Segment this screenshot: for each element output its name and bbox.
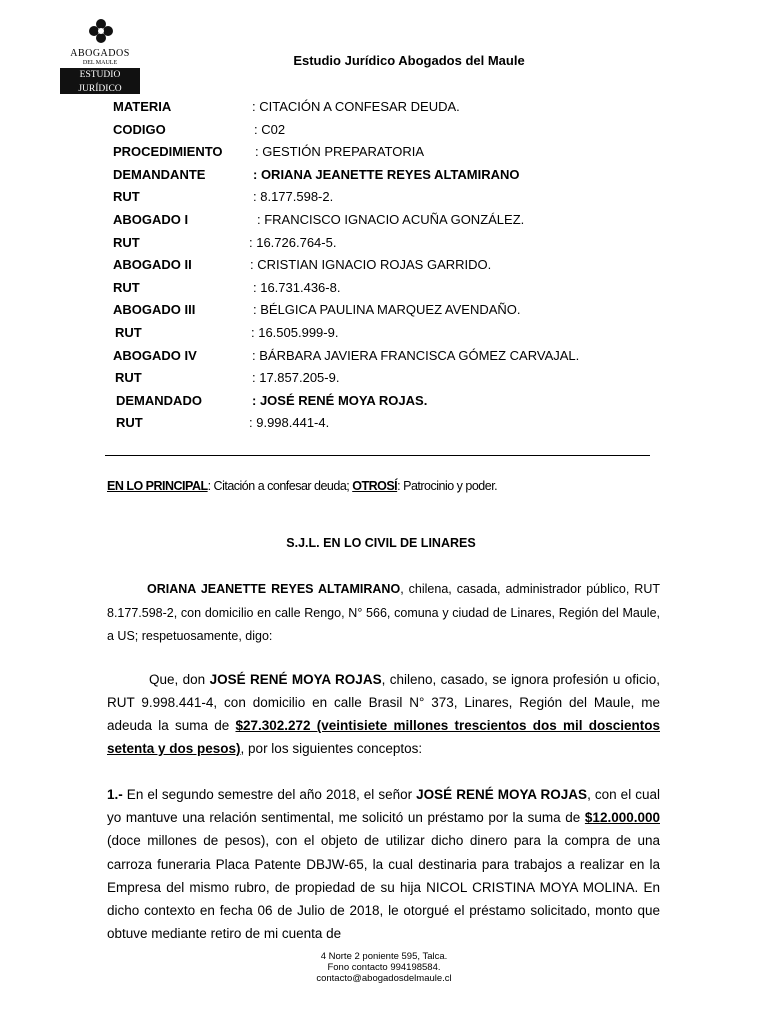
court-heading: S.J.L. EN LO CIVIL DE LINARES [286,536,476,550]
paragraph-debtor [107,668,660,760]
meta-value: : BÁRBARA JAVIERA FRANCISCA GÓMEZ CARVAJAL. [252,347,580,363]
debtor-intro: Que, don [149,672,210,687]
plaintiff-details: , chilena, casada, administrador público, RUT 8.177.598-2, con domicilio en calle Rengo, N° 566, comuna y ciudad de Linares, Región del Maule, a US; respetuosamente, digo: [107,582,660,643]
debtor-details: , chileno, casado, se ignora profesión u oficio, RUT 9.998.441-4, con domicilio en calle Brasil N° 373, Linares, Región del Maule, me adeuda la suma de [107,672,660,733]
meta-key: RUT [115,324,142,340]
meta-value: : GESTIÓN PREPARATORIA [255,144,425,160]
logo-name: ABOGADOS [70,48,130,59]
otrosi-text: : Patrocinio y poder. [397,479,498,493]
meta-key: RUT [113,189,140,205]
meta-key: ABOGADO IV [113,347,197,363]
meta-key: DEMANDADO [116,392,202,408]
logo-band-text: ESTUDIO JURÍDICO [78,70,122,94]
meta-key: RUT [113,234,140,250]
meta-value: : JOSÉ RENÉ MOYA ROJAS. [252,392,428,408]
logo-ampersand: & [95,95,105,107]
loan-amount: $12.000.000 [584,810,660,826]
meta-key: CODIGO [113,121,166,137]
concept-text-a: En el segundo semestre del año 2018, el señor [122,787,417,802]
paragraph-concept-1 [107,783,660,945]
concept-text-c: (doce millones de pesos), con el objeto de utilizar dicho dinero para la compra de una carroza funeraria Placa Patente DBJW-65, la cual destinaria para trabajos a realizar en la Empresa del mismo rubro, de propiedad de su hija NICOL CRISTINA MOYA MOLINA. En dicho contexto en fecha 06 de Julio de 2018, le otorgué el préstamo solicitado, monto que obtuve mediante retiro de mi cuenta de [107,833,660,942]
footer-phone: Fono contacto 994198584. [327,962,441,973]
footer [0,951,768,984]
principal-label: EN LO PRINCIPAL [107,479,208,493]
meta-value: : 8.177.598-2. [253,189,334,205]
footer-address: 4 Norte 2 poniente 595, Talca. [320,951,448,962]
meta-value: : 16.726.764-5. [249,234,337,250]
principal-text: : Citación a confesar deuda; [207,479,353,493]
meta-value: : ORIANA JEANETTE REYES ALTAMIRANO [253,166,520,182]
logo-band [60,68,140,107]
meta-value: : CITACIÓN A CONFESAR DEUDA. [252,99,460,114]
firm-emblem-icon [86,16,116,46]
section-divider [105,455,650,456]
debtor-name: JOSÉ RENÉ MOYA ROJAS [416,787,588,802]
meta-value: : CRISTIAN IGNACIO ROJAS GARRIDO. [250,257,492,273]
otrosi-label: OTROSÍ [352,479,398,493]
meta-key: RUT [113,279,140,295]
meta-value: : C02 [254,121,286,137]
debtor-closing: , por los siguientes conceptos: [240,741,423,756]
debt-amount: $27.302.272 (veintisiete millones trescientos dos mil doscientos setenta y dos pesos) [107,718,660,756]
concept-text-b: , con el cual yo mantuve una relación sentimental, me solicitó un préstamo por la suma de [107,787,660,826]
meta-key: ABOGADO III [113,302,196,318]
plaintiff-name: ORIANA JEANETTE REYES ALTAMIRANO [147,582,401,596]
meta-key: ABOGADO II [113,257,192,273]
meta-key: RUT [116,415,143,431]
item-number: 1.- [107,787,123,802]
meta-key: DEMANDANTE [113,166,206,182]
header-title: Estudio Jurídico Abogados del Maule [293,53,525,68]
meta-value: : 16.731.436-8. [253,279,341,295]
paragraph-plaintiff [107,578,660,649]
meta-key: ABOGADO I [113,211,189,227]
meta-value: : FRANCISCO IGNACIO ACUÑA GONZÁLEZ. [257,211,525,227]
meta-value: : BÉLGICA PAULINA MARQUEZ AVENDAÑO. [253,302,521,318]
meta-key: RUT [115,370,142,386]
meta-value: : 9.998.441-4. [249,415,330,431]
meta-value: : 17.857.205-9. [252,370,340,386]
summary-line [107,479,497,493]
meta-key: PROCEDIMIENTO [113,144,223,160]
logo-subname: DEL MAULE [82,60,118,66]
meta-key: MATERIA [113,99,172,114]
footer-email: contacto@abogadosdelmaule.cl [316,973,452,984]
meta-value: : 16.505.999-9. [251,324,339,340]
debtor-name: JOSÉ RENÉ MOYA ROJAS [209,672,382,687]
